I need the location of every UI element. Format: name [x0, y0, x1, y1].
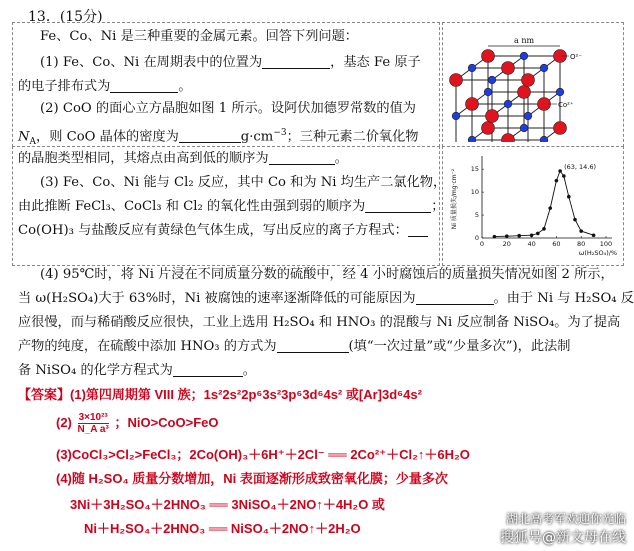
cobalt-ion: [540, 64, 548, 72]
cobalt-ion: [520, 52, 528, 60]
y-tick-label: 15: [470, 165, 479, 174]
q2-line-2: $N_A$，则 CoO 晶体的密度为 $g\cdot cm^{-3}$；三种元素二价氧化物: [18, 128, 419, 148]
q3-line-1: (3) Fe、Co、Ni 能与 Cl₂ 反应，其中 Co 和为 Ni 均生产二氯化物，: [40, 175, 447, 190]
watermark-bottom: 搜狐号@新文母在线: [500, 530, 626, 546]
oxygen-ion: [466, 98, 479, 111]
data-point: [530, 233, 534, 237]
q4-line-4: 产物的纯度，在硫酸中添加 HNO₃ 的方式为 (填“一次过量”或“少量多次”)，此法制: [18, 339, 571, 354]
answer-line-2: (2) $\frac{\text{3×10²³}}{\text{N\_A a³}}$ ；NiO>CoO>FeO: [56, 412, 219, 435]
legend-cobalt-label: Co²⁺: [558, 101, 574, 109]
q4-line-3: 应很慢，而与稀硝酸反应很快，工业上选用 H₂SO₄ 和 HNO₃ 的混酸与 Ni 反应制备 NiSO₄。为了提高: [18, 315, 621, 330]
answer-line-4: (4)随 H₂SO₄ 质量分数增加，Ni 表面逐渐形成致密氧化膜；少量多次: [56, 471, 448, 486]
oxygen-ion: [486, 110, 499, 123]
data-point: [542, 227, 546, 231]
data-point: [505, 234, 509, 238]
density-fraction: $\frac{\text{3×10²³}}{\text{N\_A a³}}$: [77, 412, 109, 435]
mass-loss-chart: [446, 150, 620, 262]
y-axis-label: Ni 质量损失/mg·cm⁻²: [451, 168, 458, 230]
q3-line-3: Co(OH)₃ 与盐酸反应有黄绿色气体生成，写出反应的离子方程式：: [18, 222, 428, 240]
series-line: [494, 171, 593, 237]
data-point: [555, 179, 559, 183]
answer-line-6: Ni＋H₂SO₄＋2HNO₃ ══ NiSO₄＋2NO↑＋2H₂O: [84, 521, 361, 536]
data-point: [558, 169, 562, 173]
cobalt-ion: [452, 112, 460, 120]
cobalt-ion: [524, 112, 532, 120]
q4-line-2: 当 ω(H₂SO₄)大于 63%时，Ni 被腐蚀的速率逐渐降低的可能原因为 。由于 Ni 与 H₂SO₄ 反: [18, 291, 634, 306]
answer-line-1: 【答案】(1)第四周期第 VIII 族；1s²2s²2p⁶3s²3p⁶3d⁶4s² 或[Ar]3d⁶4s²: [18, 387, 422, 402]
oxygen-ion: [450, 74, 463, 87]
oxygen-ion: [482, 50, 495, 63]
cobalt-ion: [540, 136, 548, 142]
q2-line-1: (2) CoO 的面心立方晶胞如图 1 所示。设阿伏加德罗常数的值为: [40, 101, 416, 116]
q4-line-5: 备 NiSO₄ 的化学方程式为 。: [18, 363, 256, 378]
data-point: [548, 206, 552, 210]
watermark-top: 湖北高考军欢迎你光临: [505, 512, 626, 526]
q4-blank-method[interactable]: [277, 338, 349, 353]
x-tick-label: 20: [502, 240, 511, 248]
q1-blank-config[interactable]: [110, 78, 178, 93]
data-point: [567, 195, 571, 199]
data-point: [517, 234, 521, 238]
y-tick-label: 0: [474, 234, 479, 242]
oxygen-ion: [554, 122, 567, 135]
q3-line-2: 由此推断 FeCl₃、CoCl₃ 和 Cl₂ 的氧化性由强到弱的顺序为 ；: [18, 199, 445, 214]
q2-line-3: 的晶胞类型相同，其熔点由高到低的顺序为 。: [18, 151, 348, 166]
q3-blank-oxidizing[interactable]: [365, 198, 431, 213]
q2-blank-order[interactable]: [269, 150, 335, 165]
cobalt-ion: [468, 136, 476, 142]
cobalt-ion: [488, 76, 496, 84]
x-axis-label: ω(H₂SO₄)/%: [578, 249, 618, 257]
y-tick-label: 10: [470, 188, 479, 197]
cobalt-ion: [484, 88, 492, 96]
q2-blank-density[interactable]: [179, 128, 241, 143]
data-point: [536, 232, 540, 236]
figure-1-crystal: [446, 26, 620, 142]
q1-line-1: (1) Fe、Co、Ni 在周期表中的位置为 ，基态 Fe 原子: [40, 55, 421, 70]
oxygen-ion: [518, 86, 531, 99]
cobalt-ion: [520, 124, 528, 132]
dimension-label: a nm: [514, 36, 535, 45]
x-tick-label: 60: [552, 240, 561, 248]
cobalt-ion: [556, 88, 564, 96]
x-tick-label: 100: [599, 240, 613, 248]
q4-blank-chem-eq[interactable]: [173, 362, 243, 377]
q4-blank-reason[interactable]: [416, 290, 494, 305]
x-tick-label: 80: [577, 240, 586, 248]
y-tick-label: 5: [474, 211, 479, 220]
answer-line-5: 3Ni＋3H₂SO₄＋2HNO₃ ══ 3NiSO₄＋2NO↑＋4H₂O 或: [70, 497, 385, 512]
cobalt-ion: [504, 100, 512, 108]
oxygen-ion: [522, 74, 535, 87]
figure-2-chart: [446, 150, 620, 262]
oxygen-ion: [502, 62, 515, 75]
data-point: [573, 218, 577, 222]
intro-line: Fe、Co、Ni 是三种重要的金属元素。回答下列问题：: [40, 29, 358, 44]
q1-blank-position[interactable]: [262, 54, 330, 69]
data-point: [493, 235, 497, 239]
legend-oxygen-label: O²⁻: [570, 53, 583, 61]
oxygen-ion: [482, 122, 495, 135]
question-number: 13．(15分): [28, 9, 103, 25]
x-tick-label: 0: [479, 240, 485, 248]
cobalt-ion: [468, 64, 476, 72]
x-tick-label: 40: [527, 240, 536, 248]
data-point: [579, 229, 583, 233]
data-point: [592, 233, 596, 237]
crystal-cell-svg: [446, 26, 620, 142]
oxygen-ion: [502, 134, 515, 143]
q1-line-2: 的电子排布式为 。: [18, 79, 192, 94]
answer-label: 【答案】: [18, 387, 71, 402]
peak-annotation: (63, 14.6): [564, 163, 597, 172]
answer-line-3: (3)CoCl₃>Cl₂>FeCl₃；2Co(OH)₃＋6H⁺＋2Cl⁻ ══ 2Co²⁺＋Cl₂↑＋6H₂O: [56, 447, 470, 462]
q4-line-1: (4) 95℃时，将 Ni 片浸在不同质量分数的硫酸中，经 4 小时腐蚀后的质量损失情况如图 2 所示，: [40, 267, 614, 282]
data-point: [562, 174, 566, 178]
q3-blank-equation[interactable]: [408, 222, 428, 237]
